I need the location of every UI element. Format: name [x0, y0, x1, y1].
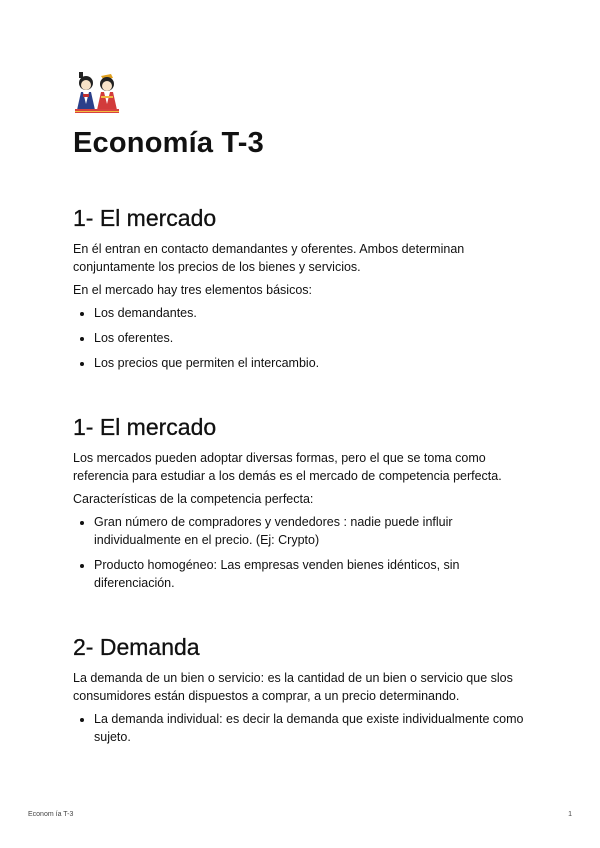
list-item: • Los oferentes.	[94, 329, 533, 347]
paragraph: Los mercados pueden adoptar diversas formas, pero el que se toma como referencia para estudiar a los demás es el mercado de competencia perfecta.	[73, 451, 502, 483]
japanese-dolls-icon	[73, 70, 533, 114]
list-item: • Producto homogéneo: Las empresas venden bienes idénticos, sin diferenciación.	[94, 556, 533, 592]
section-heading: 1- El mercado	[73, 205, 217, 231]
bullet-list	[73, 513, 533, 592]
list-item: • Gran número de compradores y vendedores : nadie puede influir individualmente en el precio. (Ej: Crypto)	[94, 513, 533, 549]
page-footer	[28, 811, 572, 818]
section-el-mercado-1	[73, 204, 533, 372]
paragraph: En él entran en contacto demandantes y oferentes. Ambos determinan conjuntamente los precios de los bienes y servicios.	[73, 242, 465, 274]
paragraph: En el mercado hay tres elementos básicos:	[73, 283, 313, 297]
list-item: • Los precios que permiten el intercambio.	[94, 354, 533, 372]
section-el-mercado-2	[73, 413, 533, 592]
footer-document-title: Econom ía T-3	[28, 811, 74, 818]
page-title: Economía T-3	[73, 127, 264, 159]
page-number: 1	[568, 811, 572, 818]
paragraph: Características de la competencia perfecta:	[73, 492, 314, 506]
section-heading: 2- Demanda	[73, 634, 200, 660]
bullet-list	[73, 304, 533, 372]
paragraph: La demanda de un bien o servicio: es la cantidad de un bien o servicio que slos consumidores están dispuestos a comprar, a un precio determinando.	[73, 671, 513, 703]
bullet-list	[73, 710, 533, 746]
list-item: • Los demandantes.	[94, 304, 533, 322]
section-heading: 1- El mercado	[73, 414, 217, 440]
document-page	[73, 70, 533, 787]
section-demanda	[73, 633, 533, 746]
list-item: • La demanda individual: es decir la demanda que existe individualmente como sujeto.	[94, 710, 533, 746]
